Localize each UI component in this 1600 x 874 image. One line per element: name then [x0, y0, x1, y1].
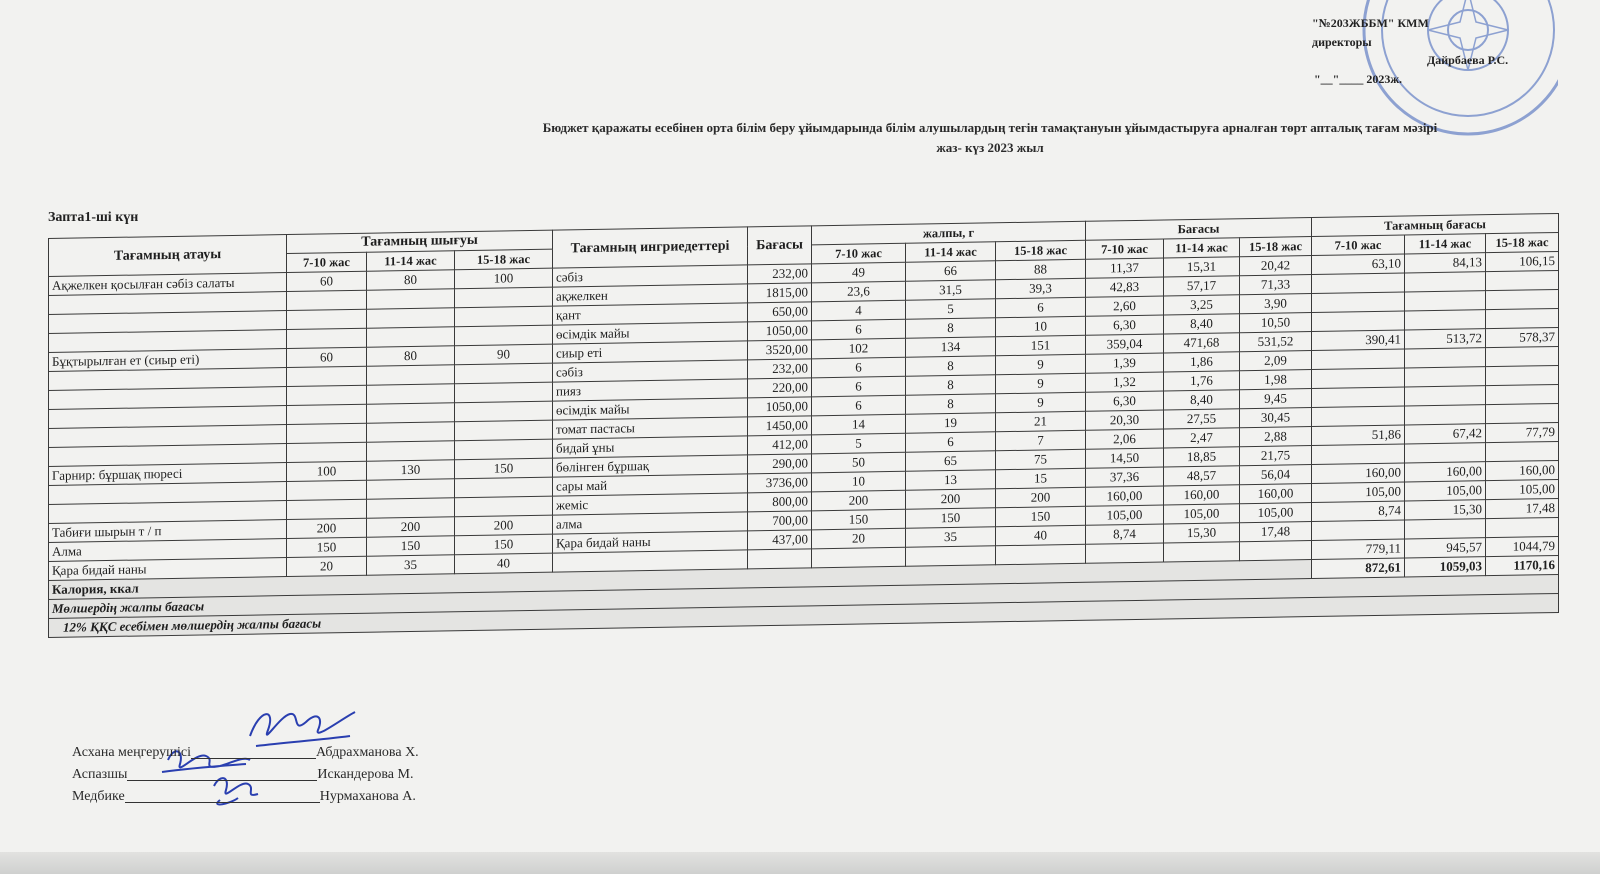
- approval-block: [1312, 14, 1542, 88]
- gross-age-1: [812, 547, 906, 568]
- dish-cost-age-1: [1312, 273, 1405, 294]
- yield-age-2: 35: [367, 555, 455, 575]
- dish-cost-age-2: 105,00: [1405, 481, 1486, 501]
- yield-age-1: [287, 499, 367, 519]
- yield-age-2: 150: [367, 536, 455, 556]
- yield-age-3: 40: [455, 553, 553, 574]
- yield-age-3: 90: [455, 344, 553, 365]
- yield-age-3: [455, 287, 553, 308]
- cost-age-1: 14,50: [1086, 448, 1164, 468]
- role-cook: Аспазшы: [72, 767, 128, 782]
- gross-age-3: 9: [996, 373, 1086, 393]
- gross-age-2: 19: [906, 413, 996, 433]
- ingredient-price: 290,00: [748, 454, 812, 474]
- gross-age-3: 150: [996, 506, 1086, 526]
- dish-cost-age-2: [1405, 386, 1486, 406]
- yield-age-1: [287, 366, 367, 386]
- dish-name: Гарнир: бұршақ пюресі: [49, 463, 287, 486]
- dish-cost-age-2: 513,72: [1405, 329, 1486, 349]
- dish-cost-age-3: [1486, 441, 1559, 461]
- dish-cost-age-2: 160,00: [1405, 462, 1486, 482]
- dish-cost-age-2: [1405, 367, 1486, 387]
- gross-age-1: 49: [812, 262, 906, 283]
- yield-age-1: 60: [287, 347, 367, 367]
- dish-cost-age-1: 63,10: [1312, 254, 1405, 275]
- dish-cost-age-3: 578,37: [1486, 327, 1559, 347]
- cost-age-1: 6,30: [1086, 315, 1164, 335]
- yield-age-2: [367, 422, 455, 442]
- dish-cost-age-2: 84,13: [1405, 253, 1486, 273]
- ingredient-price: 800,00: [748, 492, 812, 512]
- dish-cost-age-2: [1405, 291, 1486, 311]
- cost-age-3: 71,33: [1240, 275, 1312, 295]
- cost-age-1: 2,60: [1086, 296, 1164, 316]
- gross-age-1: 6: [812, 319, 906, 340]
- gross-age-3: [996, 544, 1086, 564]
- header-cost-age-3: 15-18 жас: [1240, 237, 1312, 257]
- cost-age-2: 1,86: [1164, 352, 1240, 372]
- header-dish-cost-age-2: 11-14 жас: [1405, 234, 1486, 254]
- yield-age-1: [287, 480, 367, 500]
- cost-age-2: 15,30: [1164, 523, 1240, 543]
- name-nurse: Нурмаханова А.: [319, 789, 416, 804]
- day-label: Запта1-ші күн: [48, 210, 139, 225]
- total-label: Мөлшердің жалпы бағасы: [49, 574, 1559, 618]
- yield-age-3: [455, 306, 553, 327]
- gross-age-2: 13: [906, 470, 996, 490]
- yield-age-1: [287, 404, 367, 424]
- dish-cost-age-2: [1405, 272, 1486, 292]
- cost-age-1: 42,83: [1086, 277, 1164, 297]
- dish-cost-age-2: [1405, 405, 1486, 425]
- cost-age-2: 27,55: [1164, 409, 1240, 429]
- signature-row-chef-head: [72, 742, 419, 764]
- gross-age-1: 14: [812, 414, 906, 435]
- header-cost: Бағасы: [1086, 218, 1312, 241]
- gross-age-1: 4: [812, 300, 906, 321]
- ingredient-name: сары май: [553, 474, 748, 496]
- yield-age-2: 200: [367, 517, 455, 537]
- cost-age-1: 37,36: [1086, 467, 1164, 487]
- cost-age-3: [1240, 541, 1312, 561]
- cost-age-2: 471,68: [1164, 333, 1240, 353]
- dish-cost-age-3: [1486, 346, 1559, 366]
- gross-age-2: 134: [906, 337, 996, 357]
- gross-age-1: 6: [812, 357, 906, 378]
- header-ingredients: Тағамның ингриедеттері: [553, 227, 748, 268]
- document-title: [400, 118, 1580, 158]
- ingredient-price: [748, 549, 812, 569]
- yield-age-2: [367, 365, 455, 385]
- ingredient-price: 1050,00: [748, 321, 812, 341]
- dish-cost-age-1: 390,41: [1312, 330, 1405, 351]
- cost-age-1: 20,30: [1086, 410, 1164, 430]
- yield-age-1: 100: [287, 461, 367, 481]
- yield-age-3: 100: [455, 268, 553, 289]
- ingredient-name: жеміс: [553, 493, 748, 515]
- yield-age-2: 80: [367, 270, 455, 290]
- yield-age-1: 150: [287, 537, 367, 557]
- cost-age-1: 1,39: [1086, 353, 1164, 373]
- cost-age-2: 48,57: [1164, 466, 1240, 486]
- role-nurse: Медбике: [72, 789, 125, 804]
- gross-age-2: 8: [906, 394, 996, 414]
- cost-age-1: 2,06: [1086, 429, 1164, 449]
- header-gross: жалпы, г: [812, 221, 1086, 245]
- ingredient-price: 437,00: [748, 530, 812, 550]
- yield-age-3: [455, 325, 553, 346]
- ingredient-price: 3520,00: [748, 340, 812, 360]
- yield-age-3: 150: [455, 534, 553, 555]
- ingredient-name: пияз: [553, 379, 748, 401]
- dish-cost-age-3: [1486, 384, 1559, 404]
- approval-director: Дайрбаева Р.С.: [1427, 53, 1509, 68]
- yield-age-1: [287, 309, 367, 329]
- ingredient-name: өсімдік майы: [553, 398, 748, 420]
- ingredient-price: 650,00: [748, 302, 812, 322]
- dish-cost-age-2: [1405, 443, 1486, 463]
- cost-age-2: 1,76: [1164, 371, 1240, 391]
- signature-line: [127, 764, 317, 781]
- gross-age-2: 8: [906, 318, 996, 338]
- yield-age-1: [287, 290, 367, 310]
- yield-age-3: 150: [455, 458, 553, 479]
- signature-line: [191, 742, 316, 759]
- table-body: [49, 251, 1559, 580]
- dish-cost-age-1: 160,00: [1312, 463, 1405, 484]
- ingredient-name: алма: [553, 512, 748, 534]
- cost-age-2: 18,85: [1164, 447, 1240, 467]
- cost-age-3: 9,45: [1240, 389, 1312, 409]
- cost-age-3: 21,75: [1240, 446, 1312, 466]
- dish-cost-age-3: 106,15: [1486, 251, 1559, 271]
- approval-position: директоры: [1312, 34, 1372, 49]
- yield-age-1: [287, 385, 367, 405]
- gross-age-2: 66: [906, 261, 996, 281]
- ingredient-price: 3736,00: [748, 473, 812, 493]
- dish-cost-age-1: [1312, 444, 1405, 465]
- dish-name: Ақжелкен қосылған сәбіз салаты: [49, 273, 287, 296]
- signature-line: [125, 786, 320, 803]
- yield-age-2: [367, 441, 455, 461]
- dish-cost-age-1: [1312, 311, 1405, 332]
- gross-age-3: 9: [996, 392, 1086, 412]
- gross-age-1: 10: [812, 471, 906, 492]
- calories-age-2: 1059,03: [1405, 557, 1486, 577]
- cost-age-1: 6,30: [1086, 391, 1164, 411]
- ingredient-price: 700,00: [748, 511, 812, 531]
- yield-age-2: 80: [367, 346, 455, 366]
- header-yield-age-3: 15-18 жас: [455, 249, 553, 270]
- gross-age-1: 6: [812, 376, 906, 397]
- ingredient-name: қант: [553, 303, 748, 325]
- dish-cost-age-1: 779,11: [1312, 539, 1405, 560]
- gross-age-3: 40: [996, 525, 1086, 545]
- ingredient-price: 1050,00: [748, 397, 812, 417]
- calories-age-3: 1170,16: [1486, 555, 1559, 575]
- cost-age-3: 2,88: [1240, 427, 1312, 447]
- dish-cost-age-2: 945,57: [1405, 538, 1486, 558]
- dish-cost-age-3: [1486, 270, 1559, 290]
- cost-age-2: 8,40: [1164, 314, 1240, 334]
- header-dish-name: Тағамның атауы: [49, 235, 287, 277]
- yield-age-3: 200: [455, 515, 553, 536]
- cost-age-3: 1,98: [1240, 370, 1312, 390]
- gross-age-1: 50: [812, 452, 906, 473]
- header-price: Бағасы: [748, 226, 812, 265]
- dish-cost-age-3: 105,00: [1486, 479, 1559, 499]
- cost-age-2: 105,00: [1164, 504, 1240, 524]
- calories-age-1: 872,61: [1312, 558, 1405, 579]
- dish-name: Қара бидай наны: [49, 558, 287, 581]
- dish-cost-age-3: 77,79: [1486, 422, 1559, 442]
- yield-age-1: 60: [287, 271, 367, 291]
- header-cost-age-1: 7-10 жас: [1086, 239, 1164, 259]
- yield-age-2: [367, 289, 455, 309]
- yield-age-1: 20: [287, 556, 367, 576]
- cost-age-1: 359,04: [1086, 334, 1164, 354]
- ingredient-name: өсімдік майы: [553, 322, 748, 344]
- dish-cost-age-1: [1312, 520, 1405, 541]
- yield-age-2: [367, 403, 455, 423]
- gross-age-2: 6: [906, 432, 996, 452]
- menu-table: [48, 213, 1559, 638]
- gross-age-3: 200: [996, 487, 1086, 507]
- dish-cost-age-3: [1486, 308, 1559, 328]
- header-gross-age-1: 7-10 жас: [812, 243, 906, 264]
- ingredient-name: бидай ұны: [553, 436, 748, 458]
- gross-age-2: 65: [906, 451, 996, 471]
- cost-age-3: 105,00: [1240, 503, 1312, 523]
- gross-age-2: 8: [906, 375, 996, 395]
- paper-edge: [0, 852, 1600, 874]
- cost-age-2: 3,25: [1164, 295, 1240, 315]
- ingredient-price: 1450,00: [748, 416, 812, 436]
- cost-age-2: 160,00: [1164, 485, 1240, 505]
- gross-age-3: 10: [996, 316, 1086, 336]
- cost-age-3: 17,48: [1240, 522, 1312, 542]
- gross-age-3: 6: [996, 297, 1086, 317]
- dish-cost-age-3: [1486, 365, 1559, 385]
- gross-age-1: 23,6: [812, 281, 906, 302]
- dish-cost-age-1: [1312, 406, 1405, 427]
- dish-cost-age-3: 160,00: [1486, 460, 1559, 480]
- dish-cost-age-1: [1312, 292, 1405, 313]
- name-cook: Искандерова М.: [317, 767, 414, 782]
- ingredient-name: Қара бидай наны: [553, 531, 748, 553]
- title-line-1: Бюджет қаражаты есебінен орта білім беру ұйымдарында білім алушылардың тегін тамақтануын ұйымдастыруға арналған төрт апталық тағам мәзірі: [542, 120, 1438, 135]
- dish-cost-age-1: 105,00: [1312, 482, 1405, 503]
- gross-age-2: [906, 546, 996, 566]
- gross-age-3: 9: [996, 354, 1086, 374]
- gross-age-3: 151: [996, 335, 1086, 355]
- yield-age-2: [367, 479, 455, 499]
- gross-age-3: 39,3: [996, 278, 1086, 298]
- header-dish-cost: Тағамның бағасы: [1312, 213, 1559, 236]
- dish-name: Бұқтырылған ет (сиыр еті): [49, 349, 287, 372]
- approval-date: "__"____ 2023ж.: [1314, 71, 1403, 86]
- gross-age-1: 150: [812, 509, 906, 530]
- header-cost-age-2: 11-14 жас: [1164, 238, 1240, 258]
- ingredient-name: сәбіз: [553, 265, 748, 287]
- cost-age-2: 2,47: [1164, 428, 1240, 448]
- gross-age-2: 200: [906, 489, 996, 509]
- ingredient-name: томат пастасы: [553, 417, 748, 439]
- cost-age-1: 8,74: [1086, 524, 1164, 544]
- menu-table-wrapper: [48, 213, 1558, 638]
- dish-cost-age-3: [1486, 403, 1559, 423]
- ingredient-name: ақжелкен: [553, 284, 748, 306]
- gross-age-3: 75: [996, 449, 1086, 469]
- yield-age-2: [367, 384, 455, 404]
- cost-age-3: 30,45: [1240, 408, 1312, 428]
- yield-age-2: [367, 327, 455, 347]
- yield-age-1: [287, 328, 367, 348]
- yield-age-3: [455, 420, 553, 441]
- cost-age-1: 1,32: [1086, 372, 1164, 392]
- gross-age-3: 15: [996, 468, 1086, 488]
- header-yield: Тағамның шығуы: [287, 230, 553, 253]
- cost-age-1: 11,37: [1086, 258, 1164, 278]
- approval-org: "№203ЖББМ" КММ: [1312, 16, 1429, 30]
- gross-age-1: 200: [812, 490, 906, 511]
- yield-age-3: [455, 439, 553, 460]
- dish-cost-age-3: 17,48: [1486, 498, 1559, 518]
- header-yield-age-1: 7-10 жас: [287, 252, 367, 272]
- signature-row-cook: [72, 764, 419, 786]
- signature-block: [72, 742, 419, 808]
- header-yield-age-2: 11-14 жас: [367, 251, 455, 271]
- cost-age-3: 2,09: [1240, 351, 1312, 371]
- cost-age-3: 3,90: [1240, 294, 1312, 314]
- dish-cost-age-2: [1405, 519, 1486, 539]
- header-dish-cost-age-3: 15-18 жас: [1486, 232, 1559, 252]
- ingredient-price: 232,00: [748, 264, 812, 284]
- yield-age-3: [455, 477, 553, 498]
- gross-age-2: 35: [906, 527, 996, 547]
- ingredient-name: сәбіз: [553, 360, 748, 382]
- dish-cost-age-1: [1312, 349, 1405, 370]
- dish-cost-age-1: [1312, 368, 1405, 389]
- dish-cost-age-1: 51,86: [1312, 425, 1405, 446]
- ingredient-price: 232,00: [748, 359, 812, 379]
- cost-age-2: 57,17: [1164, 276, 1240, 296]
- dish-cost-age-2: 67,42: [1405, 424, 1486, 444]
- role-chef-head: Асхана меңгерушісі: [72, 745, 191, 760]
- dish-cost-age-2: 15,30: [1405, 500, 1486, 520]
- cost-age-2: [1164, 542, 1240, 562]
- dish-cost-age-3: [1486, 517, 1559, 537]
- dish-cost-age-1: 8,74: [1312, 501, 1405, 522]
- header-gross-age-2: 11-14 жас: [906, 242, 996, 262]
- gross-age-3: 88: [996, 259, 1086, 279]
- dish-name: Табиғи шырын т / п: [49, 520, 287, 543]
- gross-age-1: 5: [812, 433, 906, 454]
- cost-age-3: 531,52: [1240, 332, 1312, 352]
- ingredient-price: 412,00: [748, 435, 812, 455]
- cost-age-1: 105,00: [1086, 505, 1164, 525]
- dish-cost-age-2: [1405, 348, 1486, 368]
- ingredient-price: 220,00: [748, 378, 812, 398]
- yield-age-2: [367, 308, 455, 328]
- yield-age-1: 200: [287, 518, 367, 538]
- yield-age-3: [455, 496, 553, 517]
- vat-label: 12% ҚҚС есебімен мөлшердің жалпы бағасы: [49, 593, 1559, 637]
- gross-age-2: 8: [906, 356, 996, 376]
- yield-age-1: [287, 442, 367, 462]
- gross-age-2: 150: [906, 508, 996, 528]
- ingredient-name: сиыр еті: [553, 341, 748, 363]
- ingredient-name: бөлінген бұршақ: [553, 455, 748, 477]
- gross-age-2: 31,5: [906, 280, 996, 300]
- name-chef-head: Абдрахманова Х.: [315, 745, 419, 760]
- cost-age-3: 20,42: [1240, 256, 1312, 276]
- dish-name: Алма: [49, 539, 287, 562]
- gross-age-1: 20: [812, 528, 906, 549]
- cost-age-2: 15,31: [1164, 257, 1240, 277]
- title-line-2: жаз- күз 2023 жыл: [936, 140, 1044, 156]
- header-dish-cost-age-1: 7-10 жас: [1312, 235, 1405, 256]
- dish-cost-age-1: [1312, 387, 1405, 408]
- yield-age-1: [287, 423, 367, 443]
- ingredient-price: 1815,00: [748, 283, 812, 303]
- cost-age-3: 160,00: [1240, 484, 1312, 504]
- gross-age-1: 102: [812, 338, 906, 359]
- yield-age-3: [455, 401, 553, 422]
- cost-age-3: 10,50: [1240, 313, 1312, 333]
- gross-age-1: 6: [812, 395, 906, 416]
- yield-age-3: [455, 363, 553, 384]
- yield-age-3: [455, 382, 553, 403]
- gross-age-3: 21: [996, 411, 1086, 431]
- yield-age-2: 130: [367, 460, 455, 480]
- gross-age-2: 5: [906, 299, 996, 319]
- yield-age-2: [367, 498, 455, 518]
- dish-cost-age-3: 1044,79: [1486, 536, 1559, 556]
- header-gross-age-3: 15-18 жас: [996, 240, 1086, 260]
- dish-cost-age-2: [1405, 310, 1486, 330]
- gross-age-3: 7: [996, 430, 1086, 450]
- calories-label: Калория, ккал: [49, 560, 1312, 600]
- cost-age-1: [1086, 543, 1164, 563]
- cost-age-2: 8,40: [1164, 390, 1240, 410]
- dish-cost-age-3: [1486, 289, 1559, 309]
- signature-row-nurse: [72, 786, 419, 808]
- cost-age-1: 160,00: [1086, 486, 1164, 506]
- cost-age-3: 56,04: [1240, 465, 1312, 485]
